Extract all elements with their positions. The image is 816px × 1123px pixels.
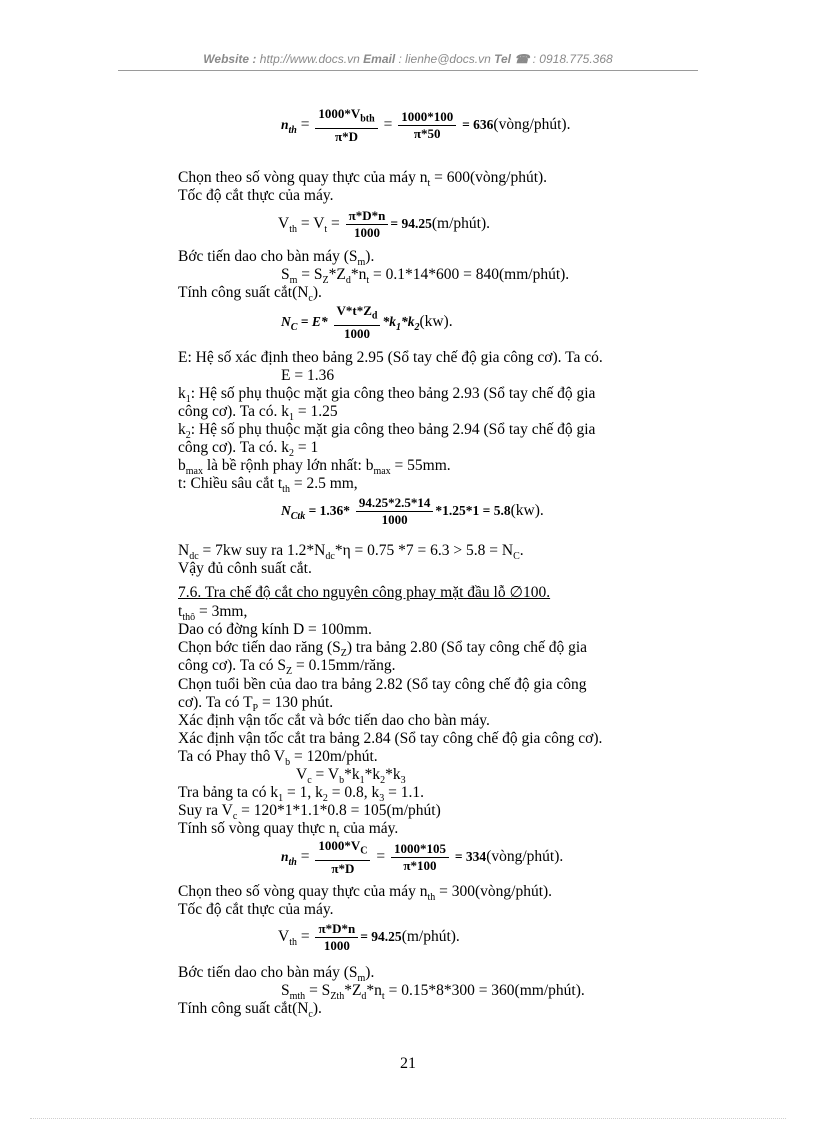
text-line: $b_{max}$ là bề rộnh phay lớn nhất: $b_{max} = 55mm$.: [178, 457, 451, 478]
text-line: Xác định vận tốc cắt và bớc tiến dao cho bàn máy.: [178, 712, 490, 729]
text-line: Chọn theo số vòng quay thực của máy $n_t$ = 600(vòng/phút).: [178, 169, 548, 190]
text-line: Ta có Phay thô $V_b$ = 120m/phút.: [178, 748, 378, 769]
text-line: Bớc tiến dao cho bàn máy $(S_m)$.: [178, 964, 375, 985]
text-line: Tính số vòng quay thực $n_t$ của máy.: [178, 820, 399, 841]
text-line: E: Hệ số xác định theo bảng 2.95 (Sổ tay chế độ gia công cơ). Ta có.: [178, 349, 603, 366]
text-line: Dao có đờng kính D = 100mm.: [178, 621, 372, 638]
header-divider: [118, 70, 698, 71]
text-line: $t_{thô} = 3mm$,: [178, 603, 248, 624]
text-line: Bớc tiến dao cho bàn máy $(S_m)$.: [178, 248, 375, 269]
text-line: Chọn tuổi bền của dao tra bảng 2.82 (Sổ tay công chế độ gia công: [178, 676, 587, 693]
text-line: công cơ). Ta có $S_Z$ = 0.15mm/răng.: [178, 657, 396, 678]
text-line: Chọn theo số vòng quay thực của máy $n_{th}$ = 300(vòng/phút).: [178, 883, 553, 904]
text-line: t: Chiều sâu cắt $t_{th} = 2.5$ mm,: [178, 475, 358, 496]
section-heading: 7.6. Tra chế độ cắt cho nguyên công phay mặt đầu lỗ ∅100.: [178, 584, 551, 601]
formula-n-th-1: $n_{th}$ = $\frac{1000*V_{bth}}{\pi*D}$ = $\frac{1000*100}{\pi*50}$ = 636(vòng/phút).: [281, 106, 571, 144]
text-line: Suy ra $V_c = 120*1*1.1*0.8$ = 105(m/phút): [178, 802, 441, 823]
footer-divider: [30, 1118, 786, 1119]
text-line: $N_{dc} = 7kw$ suy ra $1.2*N_{dc}*\eta = 0.75$ $*7 = 6.3 > 5.8 = N_C$.: [178, 542, 524, 563]
text-line: Tính công suất $cắt(N_c)$.: [178, 284, 322, 305]
text-line: Xác định vận tốc cắt tra bảng 2.84 (Sổ tay công chế độ gia công cơ).: [178, 730, 603, 747]
text-line: Tra bảng ta có $k_1 = 1$, $k_2 = 0.8$, $k_3 = 1.1$.: [178, 784, 425, 805]
formula-n-c: $N_C = E*$ $\frac{V*t*Z_d}{1000}$ $*k_1*k_2(kw)$.: [281, 303, 453, 341]
text-line: Tốc độ cắt thực của máy.: [178, 187, 334, 204]
text-line: $S_m = S_Z*Z_d*n_t = 0.1*14*600$ = 840(mm/phút).: [281, 266, 570, 287]
text-line: Chọn bớc tiến dao răng $(S_Z)$ tra bảng 2.80 (Sổ tay công chế độ gia: [178, 639, 588, 660]
text-line: E = 1.36: [281, 367, 335, 384]
website-url[interactable]: http://www.docs.vn: [259, 52, 360, 66]
email-value[interactable]: : lienhe@docs.vn: [398, 52, 491, 66]
text-line: $V_c = V_b*k_1*k_2*k_3$: [296, 766, 406, 787]
text-line: Tính công suất $cắt(N_c)$.: [178, 1000, 322, 1021]
text-line: $k_1$: Hệ số phụ thuộc mặt gia công theo bảng 2.93 (Sổ tay chế độ gia: [178, 385, 596, 406]
text-line: Tốc độ cắt thực của máy.: [178, 901, 334, 918]
text-line: Vậy đủ cônh suất cắt.: [178, 560, 312, 577]
text-line: công cơ). Ta có. $k_2 = 1$: [178, 439, 319, 460]
formula-n-ctk: $N_{Ctk} = 1.36*$ $\frac{94.25*2.5*14}{1000}$ *1.25*1 = 5.8(kw).: [281, 495, 544, 527]
email-label: Email: [363, 52, 396, 66]
formula-v-th-1: $V_{th} = V_t$ = $\frac{\pi*D*n}{1000}$ = 94.25(m/phút).: [278, 208, 490, 240]
text-line: cơ). Ta có $T_P = 130$ phút.: [178, 694, 334, 715]
formula-v-th-2: $V_{th}$ = $\frac{\pi*D*n}{1000}$ = 94.25(m/phút).: [278, 921, 460, 953]
tel-value: : 0918.775.368: [532, 52, 613, 66]
page-header: [0, 52, 816, 66]
page-number: 21: [400, 1055, 416, 1072]
text-line: $S_{mth} = S_{Zth}*Z_d*n_t = 0.15*8*300$ = 360(mm/phút).: [281, 982, 585, 1003]
formula-n-th-2: $n_{th}$ = $\frac{1000*V_C}{\pi*D}$ = $\frac{1000*105}{\pi*100}$ = 334(vòng/phút).: [281, 838, 564, 876]
tel-label: Tel ☎: [494, 52, 530, 66]
text-line: $k_2$: Hệ số phụ thuộc mặt gia công theo bảng 2.94 (Sổ tay chế độ gia: [178, 421, 596, 442]
website-label: Website :: [203, 52, 257, 66]
text-line: công cơ). Ta có. $k_1 = 1.25$: [178, 403, 338, 424]
